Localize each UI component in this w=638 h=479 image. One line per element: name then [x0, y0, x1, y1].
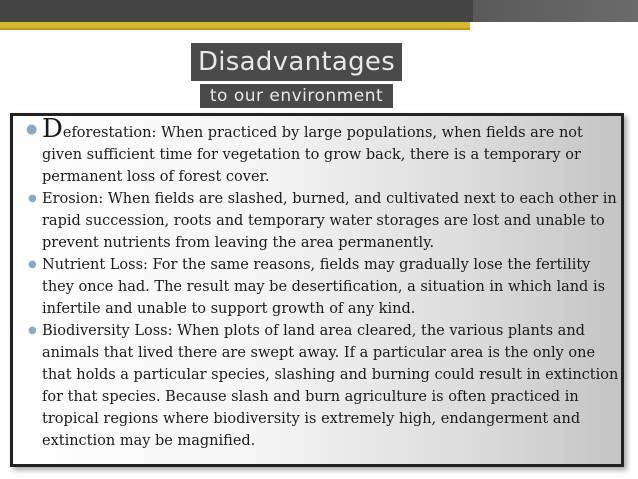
- bullet-text: eforestation: When practiced by large populations, when fields are not given sufficient time for vegetation to grow back, there is a temporary or permanent loss of forest cover.: [42, 125, 583, 185]
- slide-subtitle: to our environment: [209, 86, 384, 106]
- bullet-dot-icon: ●: [26, 122, 38, 137]
- bullet-text: Nutrient Loss: For the same reasons, fields may gradually lose the fertility they once had. The result may be desertification, a situation in which land is infertile and unable to support growth of any kind.: [42, 257, 606, 317]
- bullet-dot-icon: ●: [28, 325, 37, 336]
- bullet-biodiversity-loss: [10, 320, 622, 452]
- bullet-text: Erosion: When fields are slashed, burned, and cultivated next to each other in rapid succession, roots and temporary water storages are lost and unable to prevent nutrients from leaving the area permanently.: [42, 191, 617, 251]
- bullet-nutrient-loss: [10, 254, 622, 320]
- bullet-text: Biodiversity Loss: When plots of land area cleared, the various plants and animals that lived there are swept away. If a particular area is the only one that holds a particular species, slashing and burning could result in extinction for that species. Because slash and burn agriculture is often practiced in tropical regions where biodiversity is extremely high, endangerment and extinction may be magnified.: [42, 323, 619, 449]
- bullet-dot-icon: ●: [28, 193, 37, 204]
- bullet-dot-icon: ●: [28, 259, 37, 270]
- bullet-list: [10, 114, 622, 452]
- top-header-accent: [473, 0, 638, 22]
- slide-title: Disadvantages: [197, 47, 396, 77]
- bullet-erosion: [10, 188, 622, 254]
- drop-cap-letter: D: [42, 114, 63, 144]
- bullet-deforestation: [10, 114, 622, 188]
- gold-accent-line-thin: [0, 28, 470, 30]
